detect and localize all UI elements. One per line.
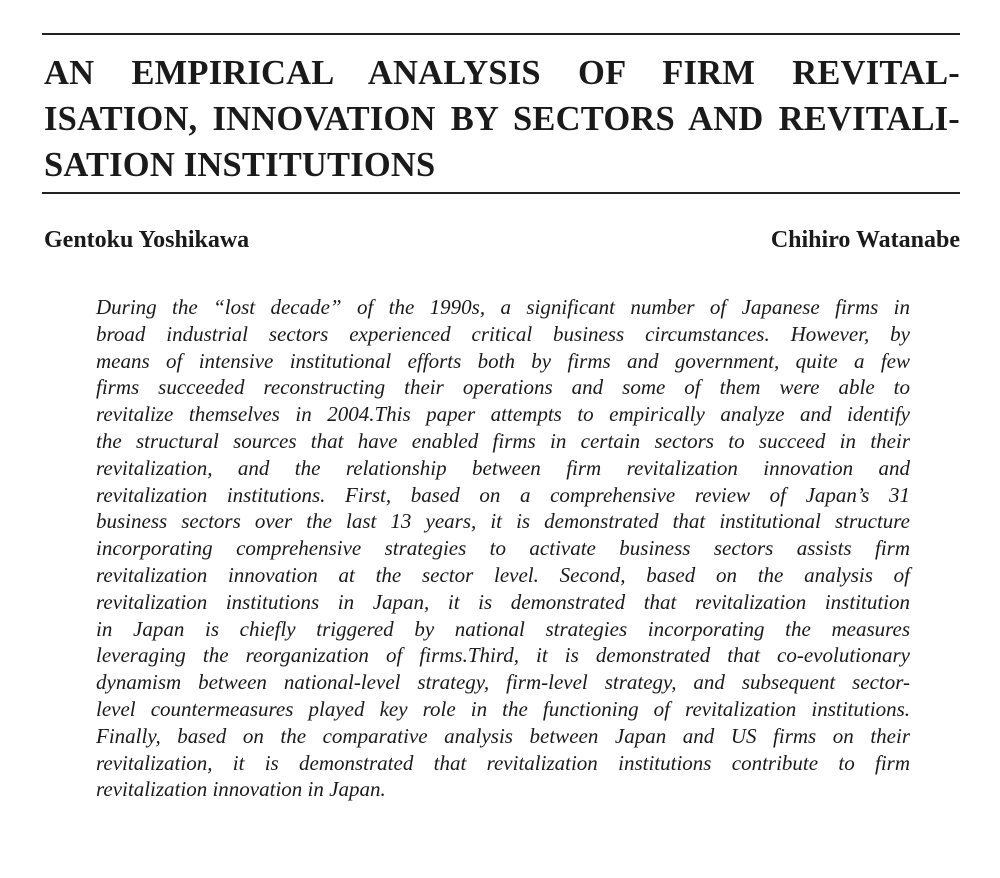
author-list [44, 227, 960, 261]
abstract-line: revitalization, it is demonstrated that revitalization institutions contribute to firm [96, 750, 910, 775]
top-rule [42, 33, 960, 35]
abstract-line: Finally, based on the comparative analysis between Japan and US firms on their [96, 723, 910, 748]
abstract-line: business sectors over the last 13 years, it is demonstrated that institutional structure [96, 509, 910, 534]
abstract-line: incorporating comprehensive strategies to activate business sectors assists firm [96, 536, 910, 561]
abstract-line: revitalization institutions. First, based on a comprehensive review of Japan’s 31 [96, 482, 910, 507]
abstract-line: revitalization innovation in Japan. [96, 777, 386, 802]
abstract-line: in Japan is chiefly triggered by national strategies incorporating the measures [96, 616, 910, 641]
abstract-line: dynamism between national-level strategy, firm-level strategy, and subsequent sector- [96, 670, 910, 695]
title-line: ISATION, INNOVATION BY SECTORS AND REVITALI- [44, 100, 960, 138]
paper-title [44, 50, 960, 188]
bottom-rule [42, 192, 960, 194]
title-line: AN EMPIRICAL ANALYSIS OF FIRM REVITAL- [44, 54, 960, 92]
abstract-line: broad industrial sectors experienced critical business circumstances. However, by [96, 321, 910, 346]
abstract-line: leveraging the reorganization of firms.Third, it is demonstrated that co-evolutionary [96, 643, 910, 668]
abstract-line: firms succeeded reconstructing their operations and some of them were able to [96, 375, 910, 400]
title-line: SATION INSTITUTIONS [44, 146, 436, 184]
author-name: Chihiro Watanabe [770, 227, 960, 253]
abstract-line: During the “lost decade” of the 1990s, a significant number of Japanese firms in [96, 295, 910, 319]
abstract-line: revitalization, and the relationship between firm revitalization innovation and [96, 455, 910, 480]
abstract-line: revitalize themselves in 2004.This paper attempts to empirically analyze and identify [96, 402, 910, 427]
abstract-line: the structural sources that have enabled firms in certain sectors to succeed in their [96, 428, 910, 453]
abstract-line: level countermeasures played key role in the functioning of revitalization institutions. [96, 696, 910, 721]
abstract-line: revitalization institutions in Japan, it is demonstrated that revitalization institution [96, 589, 910, 614]
author-name: Gentoku Yoshikawa [44, 227, 250, 253]
abstract-line: means of intensive institutional efforts both by firms and government, quite a few [96, 348, 910, 373]
abstract [96, 294, 910, 803]
abstract-line: revitalization innovation at the sector level. Second, based on the analysis of [96, 562, 910, 587]
